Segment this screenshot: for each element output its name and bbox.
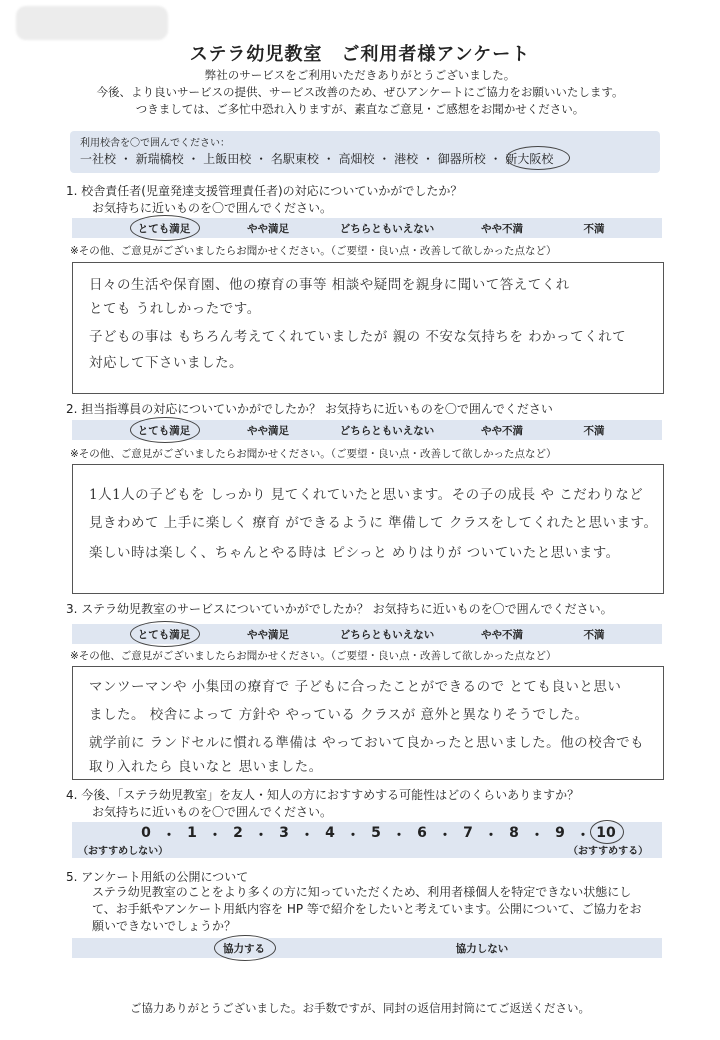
q1-option-4[interactable]: やや不満: [481, 223, 523, 235]
q1-selected-circle: [130, 215, 200, 241]
consent-option-agree[interactable]: 協力する: [223, 943, 265, 955]
nps-separator-5: ・: [346, 828, 360, 844]
nps-1[interactable]: 1: [187, 825, 197, 841]
q2-answer-box[interactable]: [72, 464, 664, 594]
nps-separator-8: ・: [484, 828, 498, 844]
q3-answer-box[interactable]: [72, 666, 664, 780]
q5-body-line-2: て、お手紙やアンケート用紙内容を HP 等で紹介をしたいと考えています。公開について、ご協力をお: [92, 902, 642, 916]
nps-separator-9: ・: [530, 828, 544, 844]
q3-answer-line-1: マンツーマンや 小集団の療育で 子どもに合ったことができるので とても良いと思い: [89, 679, 622, 695]
campus-selection-box: [70, 131, 660, 173]
q2-title: 2. 担当指導員の対応についていかがでしたか？ お気持ちに近いものを〇で囲んでください: [66, 402, 553, 416]
nps-4[interactable]: 4: [325, 825, 335, 841]
nps-10[interactable]: 10: [596, 825, 616, 841]
nps-separator-7: ・: [438, 828, 452, 844]
q5-body-line-1: ステラ幼児教室のことをより多くの方に知っていただくため、利用者様個人を特定できない状態にし: [92, 885, 632, 899]
q1-option-3[interactable]: どちらともいえない: [339, 223, 435, 235]
q3-option-3[interactable]: どちらともいえない: [339, 629, 435, 641]
nps-high-label: （おすすめする）: [568, 846, 649, 857]
nps-separator-2: ・: [208, 828, 222, 844]
q1-answer-line-1: 日々の生活や保育園、他の療育の事等 相談や疑問を親身に聞いて答えてくれ: [89, 277, 570, 293]
nps-7[interactable]: 7: [463, 825, 473, 841]
nps-separator-1: ・: [162, 828, 176, 844]
nps-separator-4: ・: [300, 828, 314, 844]
q3-option-4[interactable]: やや不満: [481, 629, 523, 641]
page-title: ステラ幼児教室 ご利用者様アンケート: [189, 44, 531, 65]
q3-title: 3. ステラ幼児教室のサービスについていかがでしたか？ お気持ちに近いものを〇で囲んでください。: [66, 602, 613, 616]
nps-3[interactable]: 3: [279, 825, 289, 841]
q1-answer-line-4: 対応して下さいました。: [89, 355, 243, 371]
q2-answer-line-3: 楽しい時は楽しく、ちゃんとやる時は ピシっと めりはりが ついていたと思います。: [89, 545, 620, 561]
nps-separator-3: ・: [254, 828, 268, 844]
q2-answer-line-2: 見きわめて 上手に楽しく 療育 ができるように 準備して クラスをしてくれたと思います。: [89, 515, 658, 531]
q5-body-line-3: 願いできないでしょうか？: [92, 919, 237, 933]
q4-subtitle: お気持ちに近いものを〇で囲んでください。: [92, 805, 333, 819]
q2-selected-circle: [130, 417, 200, 443]
q2-answer-line-1: 1人1人の子どもを しっかり 見てくれていたと思います。その子の成長 や こだわりなど: [89, 487, 644, 503]
q3-rating-scale: [72, 624, 662, 644]
q2-note: ※その他、ご意見がございましたらお聞かせください。（ご要望・良い点・改善して欲しかった点など）: [70, 448, 557, 460]
q3-option-2[interactable]: やや満足: [247, 629, 289, 641]
q5-consent-scale: [72, 938, 662, 958]
q3-option-1[interactable]: とても満足: [137, 629, 191, 641]
q3-answer-line-3: 就学前に ランドセルに慣れる準備は やっておいて良かったと思いました。他の校舎でも: [89, 735, 645, 751]
q1-option-1[interactable]: とても満足: [137, 223, 191, 235]
redacted-name-block: [16, 6, 168, 40]
q1-answer-box[interactable]: [72, 262, 664, 394]
q1-title: 1. 校舎責任者(児童発達支援管理責任者)の対応についていかがでしたか？: [66, 184, 463, 198]
nps-separator-6: ・: [392, 828, 406, 844]
nps-low-label: （おすすめしない）: [78, 846, 169, 857]
q1-option-5[interactable]: 不満: [583, 223, 605, 235]
nps-6[interactable]: 6: [417, 825, 427, 841]
q4-title: 4. 今後、「ステラ幼児教室」を友人・知人の方におすすめする可能性はどのくらいありますか？: [66, 788, 580, 802]
q3-option-5[interactable]: 不満: [583, 629, 605, 641]
selected-campus-circle: [506, 146, 570, 170]
q1-rating-scale: [72, 218, 662, 238]
q2-option-2[interactable]: やや満足: [247, 425, 289, 437]
q1-answer-line-2: とても うれしかったです。: [89, 301, 261, 317]
intro-line-1: 弊社のサービスをご利用いただきありがとうございました。: [204, 68, 516, 82]
campus-list: 一社校 ・ 新瑞橋校 ・ 上飯田校 ・ 名駅東校 ・ 高畑校 ・ 港校 ・ 御器所校 ・ 新大阪校: [80, 152, 554, 166]
nps-9[interactable]: 9: [555, 825, 565, 841]
q3-answer-line-2: ました。 校舎によって 方針や やっている クラスが 意外と異なりそうでした。: [89, 707, 589, 723]
nps-2[interactable]: 2: [233, 825, 243, 841]
nps-separator-10: ・: [576, 828, 590, 844]
footer-note: ご協力ありがとうございました。お手数ですが、同封の返信用封筒にてご返送ください。: [130, 1001, 590, 1015]
q4-recommend-scale: [72, 822, 662, 858]
campus-heading: 利用校舎を〇で囲んでください：: [80, 138, 230, 149]
intro-line-3: つきましては、ご多忙中恐れ入りますが、素直なご意見・ご感想をお聞かせください。: [135, 102, 585, 116]
q1-subtitle: お気持ちに近いものを〇で囲んでください。: [92, 201, 333, 215]
q2-rating-scale: [72, 420, 662, 440]
q1-note: ※その他、ご意見がございましたらお聞かせください。（ご要望・良い点・改善して欲しかった点など）: [70, 245, 557, 257]
consent-selected-circle: [214, 935, 276, 961]
q5-title: 5. アンケート用紙の公開について: [66, 870, 249, 884]
q1-answer-line-3: 子どもの事は もちろん考えてくれていましたが 親の 不安な気持ちを わかってくれて: [89, 329, 627, 345]
nps-selected-circle: [590, 820, 624, 844]
nps-0[interactable]: 0: [141, 825, 151, 841]
q3-answer-line-4: 取り入れたら 良いなと 思いました。: [89, 759, 323, 775]
q2-option-3[interactable]: どちらともいえない: [339, 425, 435, 437]
nps-8[interactable]: 8: [509, 825, 519, 841]
q2-option-4[interactable]: やや不満: [481, 425, 523, 437]
q2-option-5[interactable]: 不満: [583, 425, 605, 437]
nps-5[interactable]: 5: [371, 825, 381, 841]
q1-option-2[interactable]: やや満足: [247, 223, 289, 235]
consent-option-decline[interactable]: 協力しない: [455, 943, 509, 955]
q3-note: ※その他、ご意見がございましたらお聞かせください。（ご要望・良い点・改善して欲しかった点など）: [70, 650, 557, 662]
intro-line-2: 今後、より良いサービスの提供、サービス改善のため、ぜひアンケートにご協力をお願いいたします。: [96, 85, 624, 99]
q3-selected-circle: [130, 621, 200, 647]
q2-option-1[interactable]: とても満足: [137, 425, 191, 437]
